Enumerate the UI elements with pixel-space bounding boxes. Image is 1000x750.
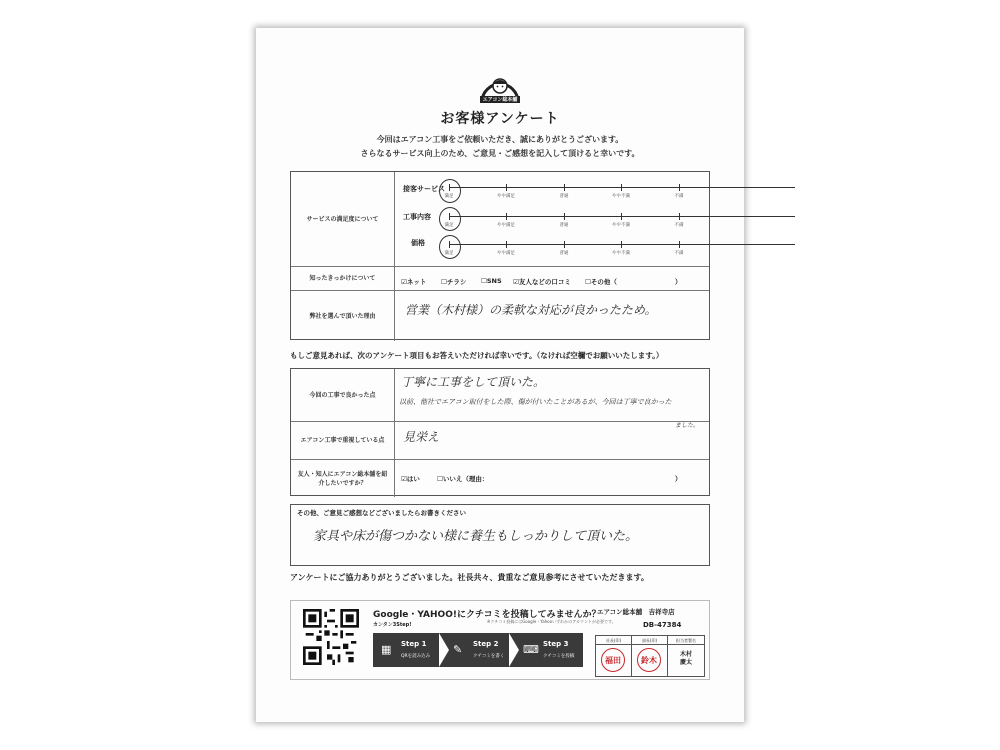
pen-icon: ✎ (453, 643, 463, 656)
other-section (290, 504, 710, 566)
step-3 (515, 633, 583, 667)
scale-work-opt-3: 普通 (559, 223, 569, 228)
selected-mark-work (439, 207, 461, 231)
stamp-cell-manager (632, 645, 668, 676)
intro-line-2: さらなるサービス向上のため、ご意見・ご感想を記入して頂けると幸いです。 (360, 149, 640, 158)
scale-label-price: 価格 (411, 239, 425, 247)
scale-label-work: 工事内容 (403, 213, 431, 221)
keyboard-icon: ⌨ (523, 643, 539, 656)
staff-name-1: 木村 (679, 651, 692, 658)
review-footer (290, 600, 710, 680)
scale-service-opt-2: やや満足 (497, 194, 515, 199)
good-points-line-2: 以前、他社でエアコン取付をした際、傷が付いたことがあるが、今回は丁寧で良かった (399, 398, 672, 406)
step-2-text: クチコミを書く (473, 654, 505, 659)
scale-price-opt-4: やや不満 (612, 251, 630, 256)
scale-service[interactable] (444, 187, 795, 199)
qr-icon: ▦ (381, 643, 392, 656)
step-3-text: クチコミを投稿 (543, 654, 575, 659)
scale-price-opt-1: 満足 (444, 251, 454, 256)
required-section (290, 171, 710, 340)
scale-service-opt-1: 満足 (444, 194, 454, 199)
selected-mark-service (439, 179, 461, 203)
staff-name-2: 慶太 (679, 659, 692, 667)
scale-work-opt-1: 満足 (444, 223, 454, 228)
option-other-close: ） (675, 278, 682, 286)
shop-code: DB-47384 (643, 621, 682, 629)
reason-answer-area[interactable] (395, 291, 709, 341)
review-steps (373, 633, 583, 667)
logo-text: エアコン総本舗 (482, 97, 518, 103)
seal-president: 福田 (601, 648, 625, 672)
intro-line-1: 今回はエアコン工事をご依頼いただき、誠にありがとうございます。 (376, 135, 624, 144)
satisfaction-row (291, 172, 709, 266)
scale-price-opt-5: 不満 (674, 251, 684, 256)
step-3-title: Step 3 (543, 640, 569, 648)
scale-price-opt-3: 普通 (559, 251, 569, 256)
scale-work-opt-5: 不満 (674, 223, 684, 228)
scale-work-opt-2: やや満足 (497, 223, 515, 228)
option-word-of-mouth[interactable]: ☑友人などの口コミ (513, 278, 571, 286)
scale-price[interactable] (444, 244, 795, 256)
optional-section (290, 368, 710, 496)
option-net[interactable]: ☑ネット (401, 278, 427, 286)
priority-answer: 見栄え (403, 430, 440, 444)
good-points-line-3: ました。 (675, 422, 700, 429)
review-subheading: カンタン3Step! (373, 622, 412, 628)
step-1-title: Step 1 (401, 640, 427, 648)
stamp-table (595, 635, 705, 677)
stamp-header-manager: 部長(印) (632, 636, 668, 645)
reason-row (291, 290, 709, 341)
seal-manager: 鈴木 (637, 648, 661, 672)
priority-label: エアコン工事で重視している点 (291, 422, 395, 459)
survey-sheet (256, 28, 744, 722)
reason-answer: 営業（木村様）の柔軟な対応が良かったため。 (405, 303, 657, 317)
priority-row (291, 421, 709, 459)
qr-code[interactable] (303, 609, 359, 665)
scale-label-service: 接客サービス (403, 185, 445, 193)
good-points-answer-area[interactable] (395, 369, 709, 421)
referral-options (395, 460, 709, 497)
step-2-title: Step 2 (473, 640, 499, 648)
review-note: ※クチコミ投稿にはGoogle・Yahooいずれかのアカウントが必要です。 (487, 619, 616, 624)
scale-price-opt-2: やや満足 (497, 251, 515, 256)
scale-service-opt-4: やや不満 (612, 194, 630, 199)
good-points-label: 今回の工事で良かった点 (291, 369, 395, 421)
discovery-options (395, 267, 709, 290)
shop-name: エアコン総本舗 吉祥寺店 (597, 608, 675, 616)
scale-work-opt-4: やや不満 (612, 223, 630, 228)
referral-yes[interactable]: ☑はい (401, 475, 420, 483)
referral-row (291, 459, 709, 497)
stamp-cell-president (596, 645, 632, 676)
selected-mark-price (439, 235, 461, 259)
scale-service-opt-5: 不満 (674, 194, 684, 199)
stamp-header-president: 社長(印) (596, 636, 632, 645)
thanks-message: アンケートにご協力ありがとうございました。社長共々、貴重なご意見参考にさせていただきます。 (290, 573, 649, 582)
satisfaction-scales (395, 172, 709, 266)
option-other[interactable]: ☐その他（ (585, 278, 617, 286)
step-2 (445, 633, 515, 667)
option-flyer[interactable]: ☐チラシ (441, 278, 467, 286)
review-heading: Google・YAHOO!にクチコミを投稿してみませんか？ (373, 610, 601, 620)
reason-label: 弊社を選んで頂いた理由 (291, 291, 395, 341)
scale-work[interactable] (444, 216, 795, 228)
stamp-header-staff: 担当者署名 (668, 636, 704, 645)
step-1 (373, 633, 443, 667)
referral-no[interactable]: ☐いいえ（理由： (437, 475, 489, 483)
scale-service-opt-3: 普通 (559, 194, 569, 199)
good-points-line-1: 丁寧に工事をして頂いた。 (401, 375, 546, 389)
discovery-row (291, 266, 709, 290)
discovery-label: 知ったきっかけについて (291, 267, 395, 290)
stamp-cell-staff (668, 645, 704, 676)
satisfaction-label: サービスの満足度について (291, 172, 395, 266)
step-1-text: QRを読み込み (401, 654, 431, 659)
referral-label: 友人・知人にエアコン総本舗を紹介したいですか？ (291, 460, 395, 497)
option-sns[interactable]: ☐SNS (481, 277, 502, 285)
referral-close: ） (675, 475, 682, 483)
other-heading: その他、ご意見ご感想などございましたらお書きください (297, 509, 466, 517)
priority-answer-area[interactable] (395, 422, 709, 459)
survey-title: お客様アンケート (440, 111, 560, 127)
optional-note: もしご意見あれば、次のアンケート項目もお答えいただければ幸いです。（なければ空欄でお願いいたします。） (290, 351, 664, 360)
staff-name (668, 651, 704, 668)
other-answer[interactable]: 家具や床が傷つかない様に養生もしっかりして頂いた。 (313, 529, 639, 544)
good-points-row (291, 369, 709, 421)
